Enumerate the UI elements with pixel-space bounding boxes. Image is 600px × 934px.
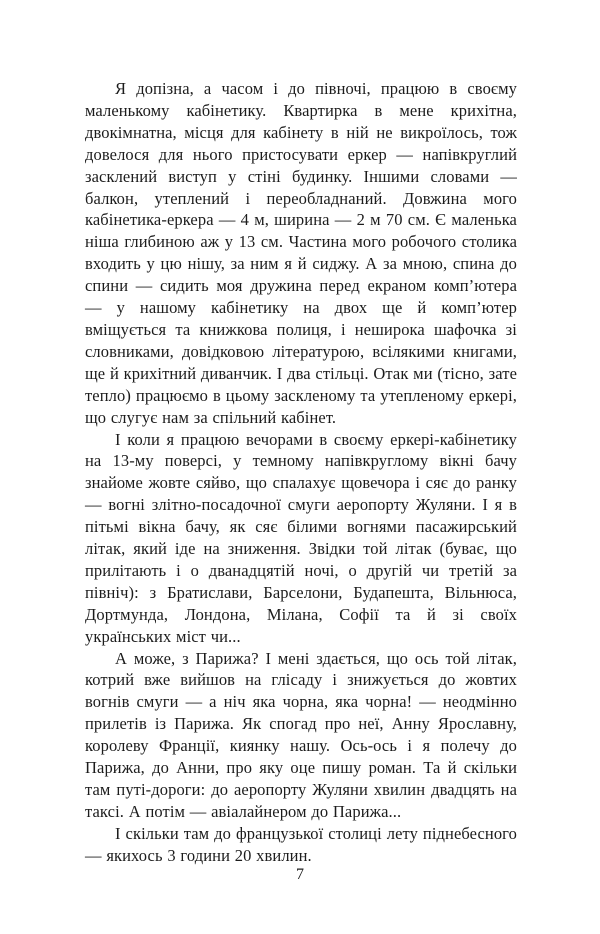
body-text xyxy=(85,78,517,867)
paragraph-4: І скільки там до французької столиці лету піднебесного — якихось 3 години 20 хвилин. xyxy=(85,823,517,865)
page-number: 7 xyxy=(296,866,304,883)
paragraph-3: А може, з Парижа? І мені здається, що ось той літак, котрий вже вийшов на глісаду і знижується до жовтих вогнів смуги — а ніч яка чорна, яка чорна! — неодмінно прилетів із Парижа. Як спогад про неї, Анну Ярославну, королеву Франції, киянку нашу. Ось-ось і я полечу до Парижа, до Анни, про яку оце пишу роман. Та й скільки там путі-дороги: до аеропорту Жуляни хвилин двадцять на таксі. А потім — авіалайнером до Парижа... xyxy=(85,648,517,821)
paragraph-2: І коли я працюю вечорами в своєму еркері-кабінетику на 13-му поверсі, у темному напівкруглому вікні бачу знайоме жовте сяйво, що спалахує щовечора і сяє до ранку — вогні злітно-посадочної смуги аеропорту Жуляни. І я в пітьмі вікна бачу, як сяє білими вогнями пасажирський літак, який іде на зниження. Звідки той літак (буває, що прилітають і о дванадцятій ночі, о другій чи третій за північ): з Братислави, Барселони, Будапешта, Вільнюса, Дортмунда, Лондона, Мілана, Софії та й зі своїх українських міст чи... xyxy=(85,429,517,646)
paragraph-1: Я допізна, а часом і до півночі, працюю в своєму маленькому кабінетику. Квартирка в мене крихітна, двокімнатна, місця для кабінету в ній не викроїлось, тож довелося для нього пристосувати еркер — напівкруглий засклений виступ у стіні будинку. Іншими словами — балкон, утеплений і переобладнаний. Довжина мого кабінетика-еркера — 4 м, ширина — 2 м 70 см. Є маленька ніша глибиною аж у 13 см. Частина мого робочого столика входить у цю нішу, за ним я й сиджу. А за мною, спина до спини — сидить моя дружина перед екраном комп’ютера — у нашому кабінетику на двох ще й комп’ютер вміщується та книжкова полиця, і неширока шафочка зі словниками, довідковою літературою, всілякими книгами, ще й крихітний диванчик. І два стільці. Отак ми (тісно, зате тепло) працюємо в цьому заскленому та утепленому еркері, що слугує нам за спільний кабінет. xyxy=(85,79,517,427)
